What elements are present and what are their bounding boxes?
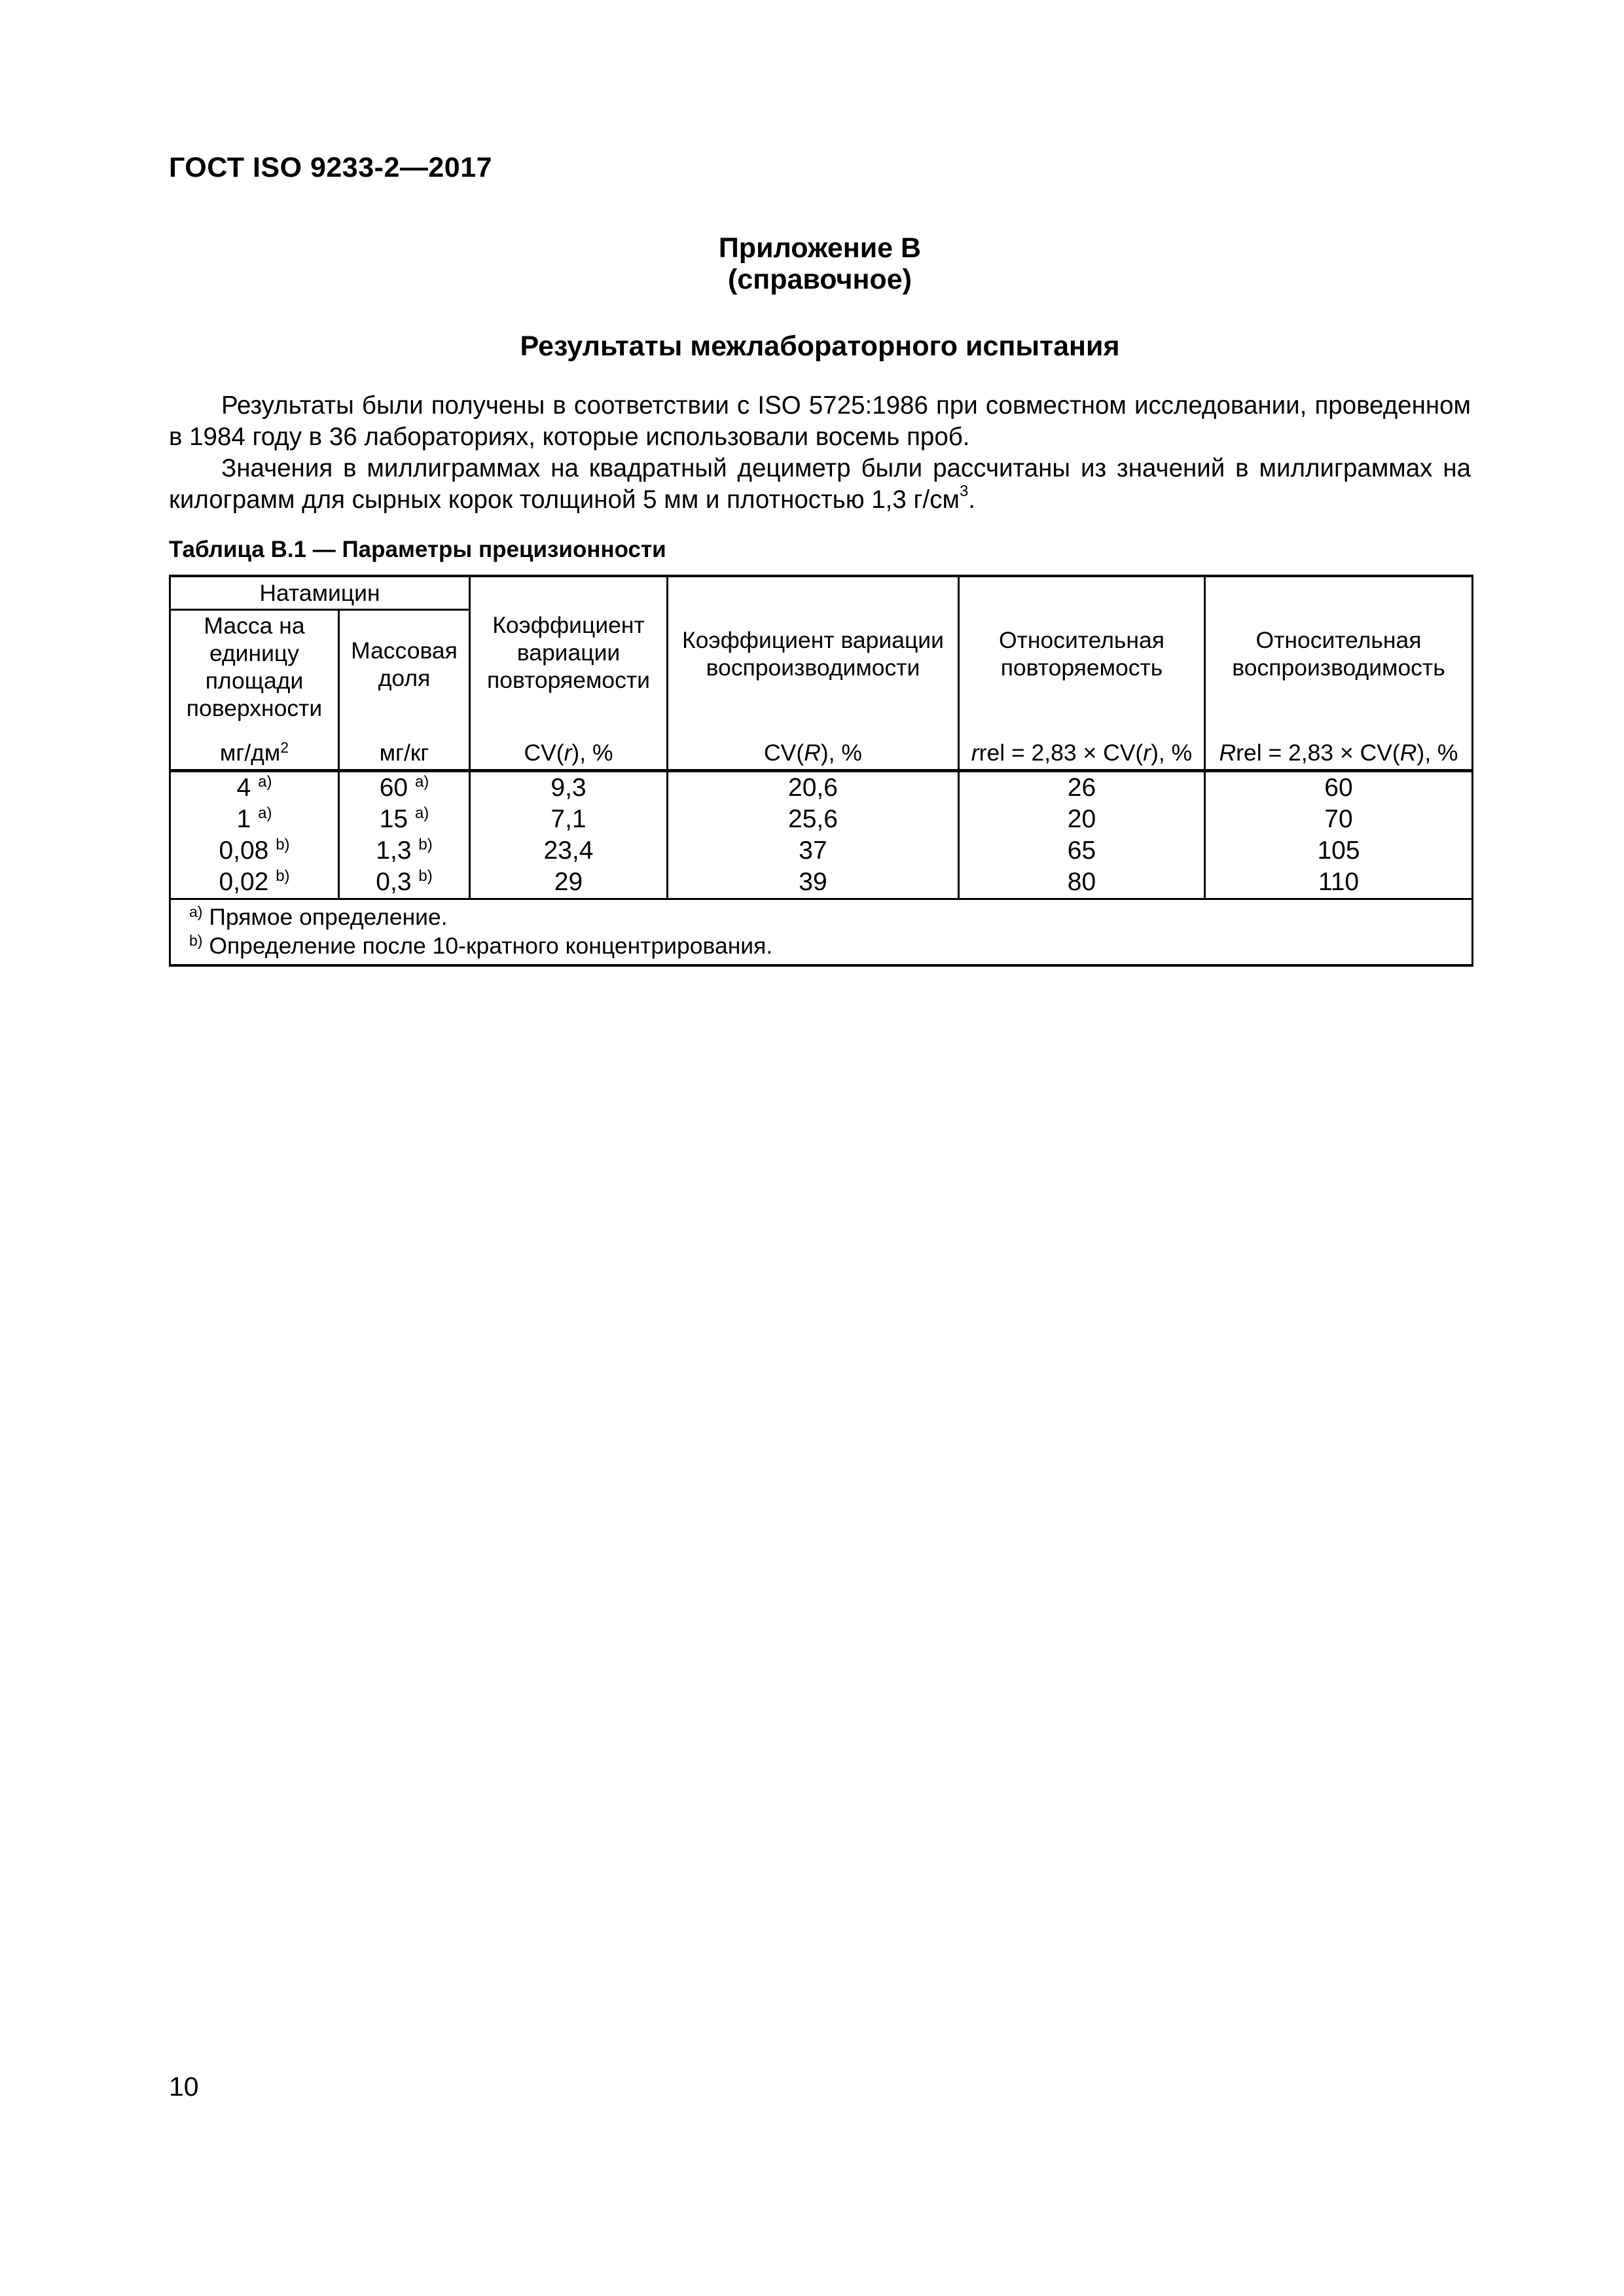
table-caption: Таблица В.1 — Параметры прецизионности xyxy=(169,537,666,562)
cell-relative-repeatability: 65 xyxy=(959,835,1205,867)
footnote-mark: a) xyxy=(258,804,272,822)
unit-cv-r-pre: CV( xyxy=(524,739,564,766)
value: 0,08 xyxy=(219,836,269,865)
unit-cv-r-var: r xyxy=(564,739,572,766)
footnote xyxy=(189,903,1453,931)
cell-cv-reproducibility: 39 xyxy=(668,867,959,899)
unit-mass-per-area-sup: 2 xyxy=(280,738,289,756)
cell-mass-per-area xyxy=(170,835,339,867)
precision-table xyxy=(169,575,1473,967)
cell-relative-reproducibility: 60 xyxy=(1205,771,1473,804)
appendix-type: (справочное) xyxy=(728,264,912,295)
header-relative-repeatability: Относительная повторяемость xyxy=(959,576,1205,736)
cell-cv-reproducibility: 37 xyxy=(668,835,959,867)
header-mass-per-area: Масса на единицу площади поверхности xyxy=(170,610,339,737)
header-cv-repeatability: Коэффициент вариации повторяемости xyxy=(470,576,668,736)
unit-cv-r-post: ), % xyxy=(571,739,613,766)
cell-cv-repeatability: 29 xyxy=(470,867,668,899)
cell-cv-repeatability: 9,3 xyxy=(470,771,668,804)
value: 60 xyxy=(379,774,408,802)
cell-relative-reproducibility: 110 xyxy=(1205,867,1473,899)
cell-mass-fraction xyxy=(339,835,470,867)
cell-relative-reproducibility: 70 xyxy=(1205,804,1473,835)
group-header-natamycin: Натамицин xyxy=(170,576,470,610)
unit-relative-repeatability xyxy=(959,736,1205,771)
footnote-mark: b) xyxy=(276,836,290,853)
unit-cv-R-post: ), % xyxy=(820,739,862,766)
paragraph-2-superscript: 3 xyxy=(959,482,969,500)
cell-cv-repeatability: 7,1 xyxy=(470,804,668,835)
unit-Rrel-post: ), % xyxy=(1416,739,1458,766)
unit-cv-R-pre: CV( xyxy=(764,739,804,766)
cell-mass-fraction xyxy=(339,804,470,835)
cell-cv-reproducibility: 20,6 xyxy=(668,771,959,804)
table-row xyxy=(170,835,1473,867)
footnote-mark: a) xyxy=(189,903,203,920)
unit-Rrel-mid: rel = 2,83 × CV( xyxy=(1236,739,1400,766)
unit-cv-reproducibility xyxy=(668,736,959,771)
value: 1 xyxy=(236,805,251,833)
paragraph-2-end: . xyxy=(968,486,975,514)
footnote-mark: b) xyxy=(189,932,203,949)
unit-rrel-var: r xyxy=(971,739,979,766)
body-text xyxy=(169,390,1471,516)
header-mass-fraction: Массовая доля xyxy=(339,610,470,737)
footnote-mark: b) xyxy=(418,836,433,853)
page-number: 10 xyxy=(169,2072,199,2102)
footnote-mark: a) xyxy=(414,804,429,822)
table-row xyxy=(170,804,1473,835)
paragraph-2-text: Значения в миллиграммах на квадратный дециметр были рассчитаны из значений в миллиграммах на килограмм для сырных корок толщиной 5 мм и плотностью 1,3 г/см xyxy=(169,454,1471,514)
section-title: Результаты межлабораторного испытания xyxy=(520,331,1120,362)
cell-relative-repeatability: 26 xyxy=(959,771,1205,804)
footnote-text: Определение после 10-кратного концентрирования. xyxy=(209,933,773,959)
cell-relative-repeatability: 20 xyxy=(959,804,1205,835)
unit-Rrel-var2: R xyxy=(1399,739,1417,766)
paragraph-1: Результаты были получены в соответствии с ISO 5725:1986 при совместном исследовании, проведенном в 1984 году в 36 лабораториях, которые использовали восемь проб. xyxy=(169,391,1471,451)
footnote-text: Прямое определение. xyxy=(209,904,448,930)
value: 0,3 xyxy=(376,868,412,896)
table-units-row xyxy=(170,736,1473,771)
footnote xyxy=(189,931,1453,960)
value: 4 xyxy=(236,774,251,802)
value: 1,3 xyxy=(376,836,412,865)
table-row xyxy=(170,771,1473,804)
unit-relative-reproducibility xyxy=(1205,736,1473,771)
value: 0,02 xyxy=(219,868,269,896)
cell-mass-fraction xyxy=(339,867,470,899)
footnote-mark: b) xyxy=(418,867,433,885)
cell-cv-reproducibility: 25,6 xyxy=(668,804,959,835)
unit-rrel-mid: rel = 2,83 × CV( xyxy=(979,739,1144,766)
unit-mass-per-area-text: мг/дм xyxy=(219,739,281,766)
unit-mass-per-area xyxy=(170,736,339,771)
cell-mass-per-area xyxy=(170,771,339,804)
cell-cv-repeatability: 23,4 xyxy=(470,835,668,867)
unit-rrel-post: ), % xyxy=(1151,739,1193,766)
paragraph-2 xyxy=(169,453,1471,516)
cell-mass-per-area xyxy=(170,867,339,899)
unit-cv-R-var: R xyxy=(804,739,821,766)
appendix-title: Приложение В xyxy=(718,232,922,264)
footnote-mark: b) xyxy=(276,867,290,885)
footnote-mark: a) xyxy=(414,773,429,791)
cell-mass-per-area xyxy=(170,804,339,835)
unit-rrel-var2: r xyxy=(1143,739,1151,766)
footnote-mark: a) xyxy=(258,773,272,791)
unit-Rrel-var: R xyxy=(1219,739,1236,766)
unit-mass-fraction: мг/кг xyxy=(339,736,470,771)
cell-relative-repeatability: 80 xyxy=(959,867,1205,899)
table-header-row-1 xyxy=(170,576,1473,610)
cell-relative-reproducibility: 105 xyxy=(1205,835,1473,867)
unit-cv-repeatability xyxy=(470,736,668,771)
table-footnotes xyxy=(170,899,1473,966)
header-cv-reproducibility: Коэффициент вариации воспроизводимости xyxy=(668,576,959,736)
cell-mass-fraction xyxy=(339,771,470,804)
header-relative-reproducibility: Относительная воспроизводимость xyxy=(1205,576,1473,736)
document-id-header: ГОСТ ISO 9233-2—2017 xyxy=(169,152,493,183)
table-footnotes-row xyxy=(170,899,1473,966)
value: 15 xyxy=(379,805,408,833)
table-row xyxy=(170,867,1473,899)
